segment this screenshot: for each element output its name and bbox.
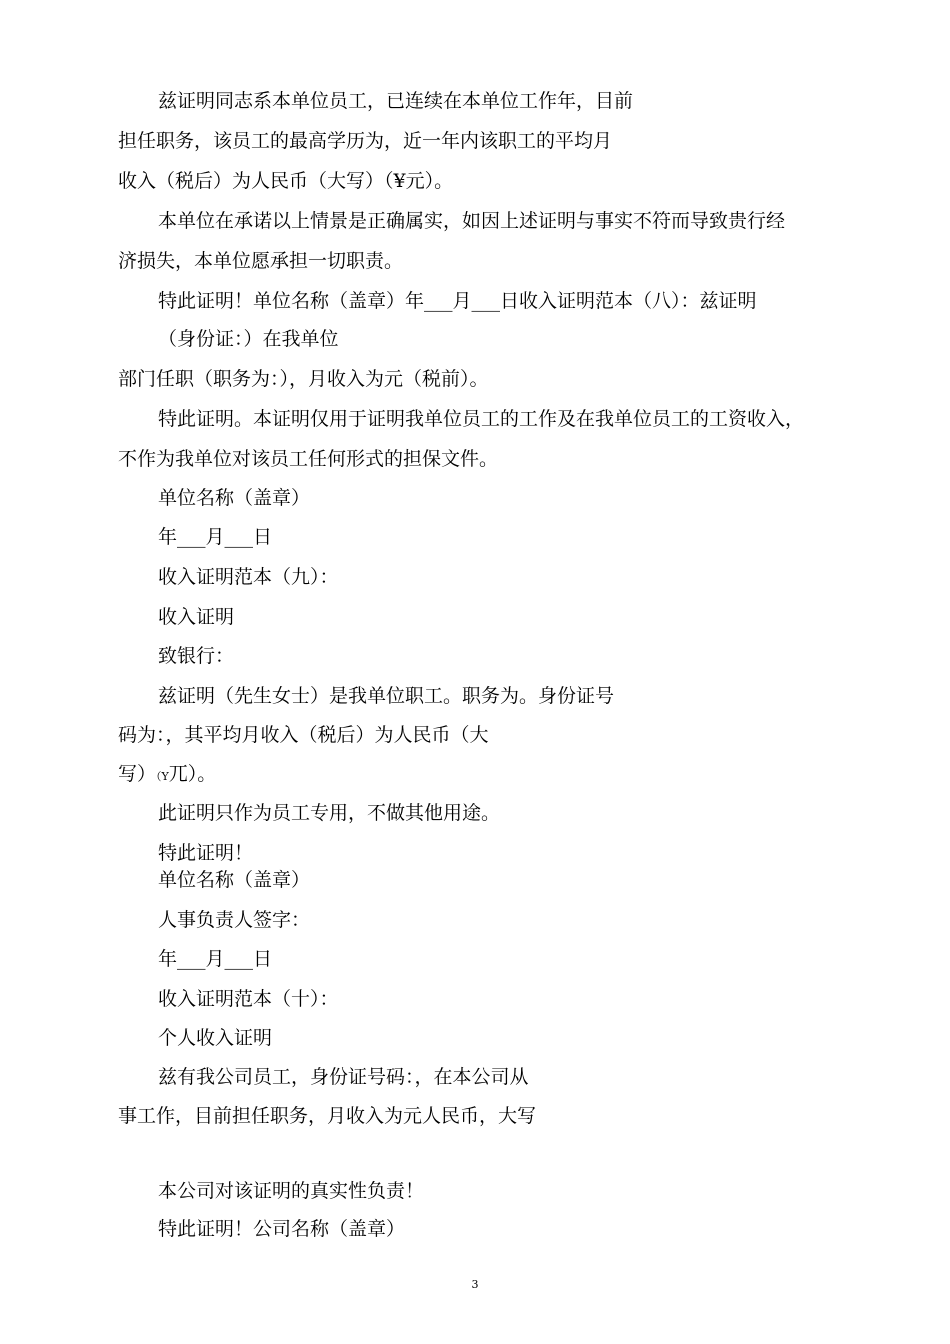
text-line: 特此证明！ <box>158 842 254 864</box>
text-line: 特此证明！单位名称（盖章）年___月___日收入证明范本（八）：兹证明 <box>158 290 757 312</box>
text-line: 单位名称（盖章） <box>158 487 311 509</box>
text-line: 济损失，本单位愿承担一切职责。 <box>118 250 404 272</box>
text-fragment: 写） <box>118 763 157 785</box>
text-fragment: （Y <box>156 770 169 783</box>
text-line: 担任职务，该员工的最高学历为，近一年内该职工的平均月 <box>118 130 613 152</box>
section-heading: 收入证明范本（十）： <box>158 988 339 1010</box>
text-line: 兹证明（先生女士）是我单位职工。职务为。身份证号 <box>158 685 615 707</box>
text-line: 兹证明同志系本单位员工，已连续在本单位工作年，目前 <box>158 90 634 112</box>
text-line: 兹有我公司员工，身份证号码：，在本公司从 <box>158 1066 529 1088</box>
doc-title: 个人收入证明 <box>158 1027 273 1049</box>
text-line: 特此证明。本证明仅用于证明我单位员工的工作及在我单位员工的工资收入， <box>158 408 805 430</box>
text-line: 致银行： <box>158 645 235 667</box>
text-line: 特此证明！公司名称（盖章） <box>158 1218 406 1240</box>
text-line: （身份证：）在我单位 <box>158 328 339 350</box>
text-line: 收入（税后）为人民币（大写）（¥元）。 <box>118 170 454 192</box>
text-line: 人事负责人签字： <box>158 909 311 931</box>
date-line: 年___月___日 <box>158 948 273 970</box>
text-line <box>118 761 216 790</box>
text-line: 码为：，其平均月收入（税后）为人民币（大 <box>118 724 489 746</box>
text-line: 不作为我单位对该员工任何形式的担保文件。 <box>118 448 499 470</box>
doc-title: 收入证明 <box>158 606 235 628</box>
text-line: 本单位在承诺以上情景是正确属实，如因上述证明与事实不符而导致贵行经 <box>158 210 786 232</box>
text-line: 此证明只作为员工专用，不做其他用途。 <box>158 802 501 824</box>
text-line: 事工作，目前担任职务，月收入为元人民币，大写 <box>118 1105 537 1127</box>
text-line: 部门任职（职务为：），月收入为元（税前）。 <box>118 368 489 390</box>
text-fragment: 兀）。 <box>168 763 217 785</box>
section-heading: 收入证明范本（九）： <box>158 566 339 588</box>
text-line: 单位名称（盖章） <box>158 869 311 891</box>
page-number: 3 <box>471 1278 479 1291</box>
text-line: 本公司对该证明的真实性负责！ <box>158 1180 425 1202</box>
date-line: 年___月___日 <box>158 526 273 548</box>
